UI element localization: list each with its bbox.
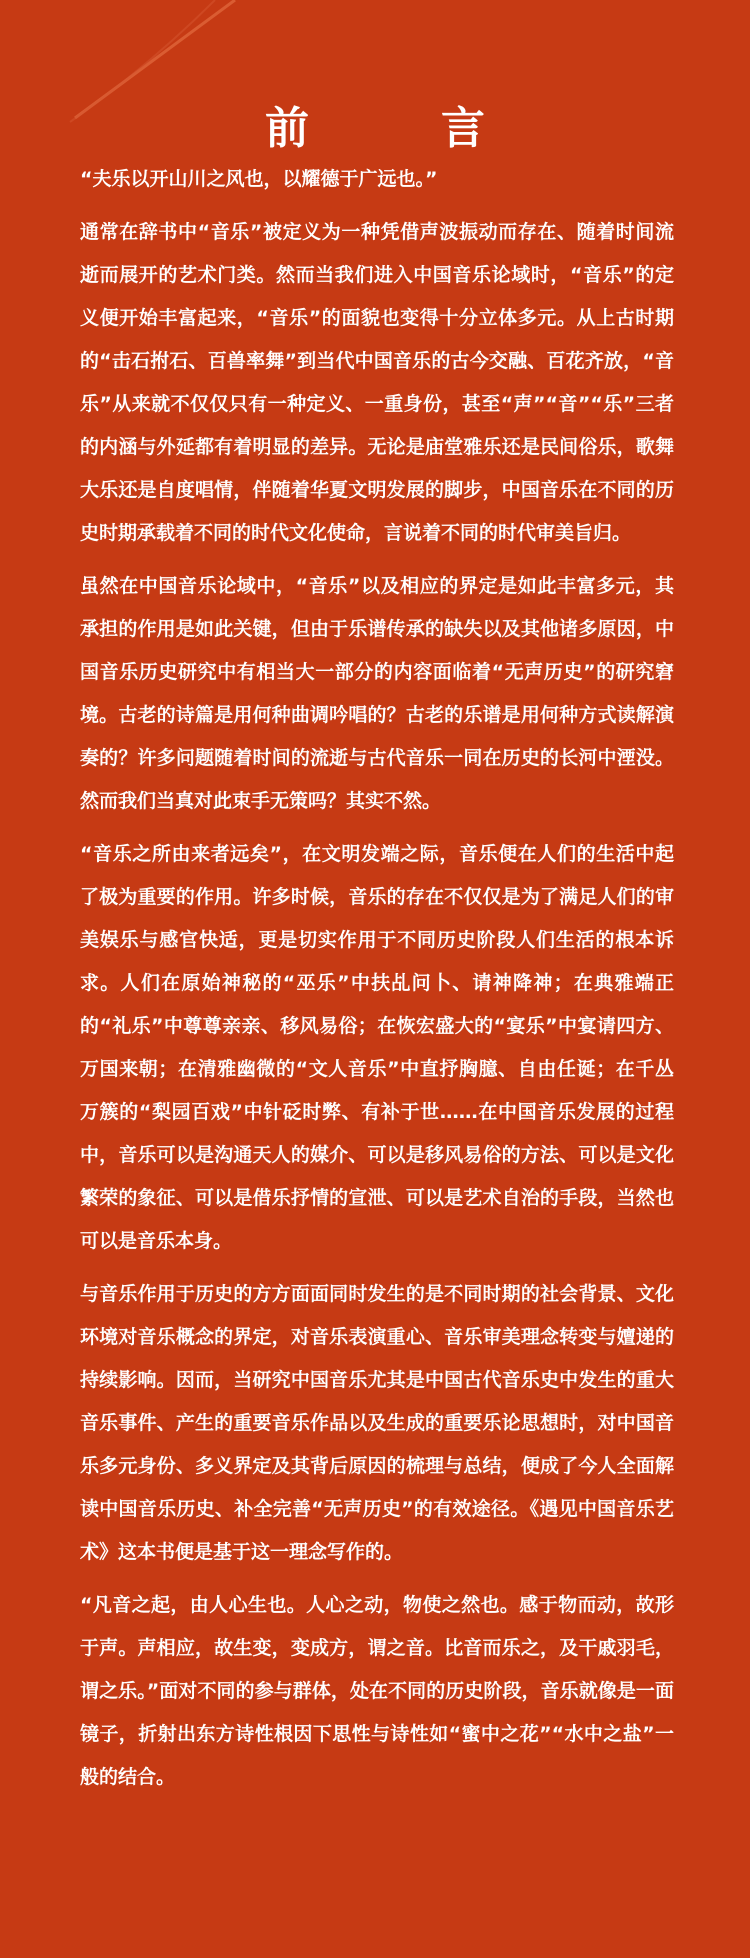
page-title: 前 言	[265, 103, 529, 155]
body-text	[80, 158, 674, 1809]
paragraph-4: 与音乐作用于历史的方方面面同时发生的是不同时期的社会背景、文化环境对音乐概念的界定，对音乐表演重心、音乐审美理念转变与嬗递的持续影响。因而，当研究中国音乐尤其是中国古代音乐史中发生的重大音乐事件、产生的重要音乐作品以及生成的重要乐论思想时，对中国音乐多元身份、多义界定及其背后原因的梳理与总结，便成了今人全面解读中国音乐历史、补全完善“无声历史”的有效途径。《遇见中国音乐艺术》这本书便是基于这一理念写作的。	[80, 1283, 674, 1563]
paragraph-1: 通常在辞书中“音乐”被定义为一种凭借声波振动而存在、随着时间流逝而展开的艺术门类。然而当我们进入中国音乐论域时，“音乐”的定义便开始丰富起来，“音乐”的面貌也变得十分立体多元。从上古时期的“击石拊石、百兽率舞”到当代中国音乐的古今交融、百花齐放，“音乐”从来就不仅仅只有一种定义、一重身份，甚至“声”“音”“乐”三者的内涵与外延都有着明显的差异。无论是庙堂雅乐还是民间俗乐，歌舞大乐还是自度唱情，伴随着华夏文明发展的脚步，中国音乐在不同的历史时期承载着不同的时代文化使命，言说着不同的时代审美旨归。	[80, 221, 674, 544]
paragraph-2: 虽然在中国音乐论域中，“音乐”以及相应的界定是如此丰富多元，其承担的作用是如此关键，但由于乐谱传承的缺失以及其他诸多原因，中国音乐历史研究中有相当大一部分的内容面临着“无声历史”的研究窘境。古老的诗篇是用何种曲调吟唱的？古老的乐谱是用何种方式读解演奏的？许多问题随着时间的流逝与古代音乐一同在历史的长河中湮没。然而我们当真对此束手无策吗？其实不然。	[80, 575, 674, 812]
opening-quote: “夫乐以开山川之风也，以耀德于广远也。”	[80, 168, 438, 190]
paragraph-5: “凡音之起，由人心生也。人心之动，物使之然也。感于物而动，故形于声。声相应，故生变，变成方，谓之音。比音而乐之，及干戚羽毛，谓之乐。”面对不同的参与群体，处在不同的历史阶段，音乐就像是一面镜子，折射出东方诗性根因下思性与诗性如“蜜中之花”“水中之盐”一般的结合。	[80, 1594, 674, 1788]
paragraph-3: “音乐之所由来者远矣”，在文明发端之际，音乐便在人们的生活中起了极为重要的作用。许多时候，音乐的存在不仅仅是为了满足人们的审美娱乐与感官快适，更是切实作用于不同历史阶段人们生活的根本诉求。人们在原始神秘的“巫乐”中扶乩问卜、请神降神；在典雅端正的“礼乐”中尊尊亲亲、移风易俗；在恢宏盛大的“宴乐”中宴请四方、万国来朝；在清雅幽微的“文人音乐”中直抒胸臆、自由任诞；在千丛万簇的“梨园百戏”中针砭时弊、有补于世……在中国音乐发展的过程中，音乐可以是沟通天人的媒介、可以是移风易俗的方法、可以是文化繁荣的象征、可以是借乐抒情的宣泄、可以是艺术自治的手段，当然也可以是音乐本身。	[80, 843, 674, 1252]
